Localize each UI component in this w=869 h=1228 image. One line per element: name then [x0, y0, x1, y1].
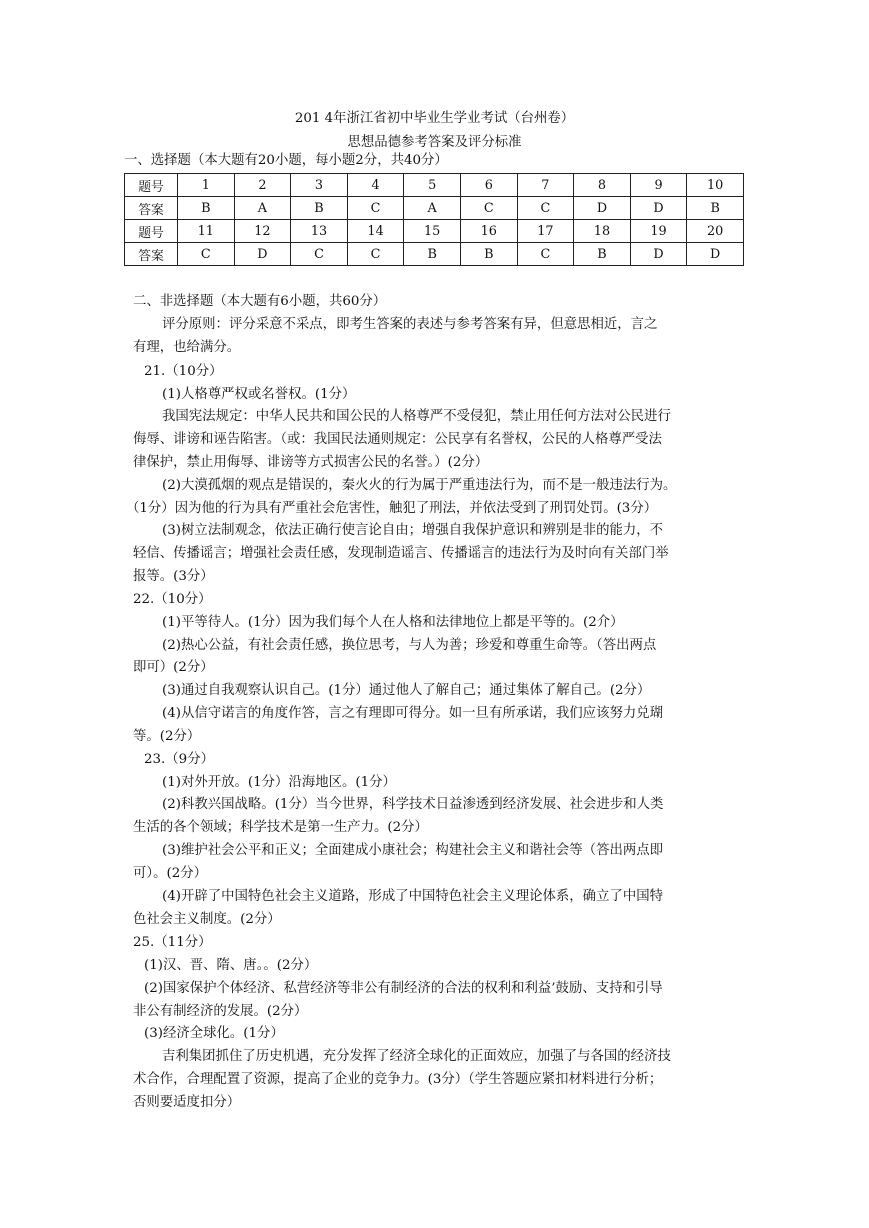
- document-title: 201 4年浙江省初中毕业生学业考试（台州卷）: [294, 111, 575, 126]
- text-line: 色社会主义制度。(2分）: [133, 912, 281, 927]
- text-line: 二、非选择题（本大题有6小题，共60分）: [133, 294, 387, 309]
- table-cell: 20: [687, 220, 744, 243]
- text-line: 我国宪法规定：中华人民共和国公民的人格尊严不受侵犯，禁止用任何方法对公民进行: [162, 409, 671, 424]
- text-line: (3)通过自我观察认识自己。(1分）通过他人了解自己；通过集体了解自己。(2分）: [162, 683, 651, 698]
- table-cell: D: [234, 243, 291, 266]
- table-cell: 12: [234, 220, 291, 243]
- answer-table: [124, 173, 744, 266]
- table-row: [125, 197, 744, 220]
- text-line: 22.（10分）: [133, 592, 212, 607]
- text-line: 有理，也给满分。: [133, 340, 241, 355]
- table-cell: C: [291, 243, 348, 266]
- text-line: 23.（9分）: [144, 752, 214, 767]
- text-line: 律保护，禁止用侮辱、诽谤等方式损害公民的名誉。）(2分）: [133, 455, 489, 470]
- table-cell: B: [574, 243, 631, 266]
- table-cell: D: [630, 197, 687, 220]
- text-line: 评分原则：评分采意不采点，即考生答案的表述与参考答案有异，但意思相近，言之: [162, 317, 658, 332]
- table-cell: 2: [234, 174, 291, 197]
- table-cell: B: [178, 197, 235, 220]
- table-cell: 9: [630, 174, 687, 197]
- table-cell: 3: [291, 174, 348, 197]
- text-line: 25.（11分）: [133, 935, 212, 950]
- text-line: (4)开辟了中国特色社会主义道路，形成了中国特色社会主义理论体系，确立了中国特: [162, 889, 664, 904]
- table-cell: C: [517, 197, 574, 220]
- table-cell: D: [630, 243, 687, 266]
- text-line: 即可）(2分）: [133, 660, 214, 675]
- table-cell: C: [460, 197, 517, 220]
- table-cell: A: [404, 197, 461, 220]
- table-cell: 13: [291, 220, 348, 243]
- table-cell: D: [687, 243, 744, 266]
- table-cell: B: [404, 243, 461, 266]
- text-line: 等。(2分）: [133, 729, 201, 744]
- text-line: 21.（10分）: [144, 364, 223, 379]
- table-row: [125, 174, 744, 197]
- text-line: (3)维护社会公平和正义；全面建成小康社会；构建社会主义和谐社会等（答出两点即: [162, 843, 664, 858]
- text-line: 轻信、传播谣言；增强社会责任感，发现制造谣言、传播谣言的违法行为及时向有关部门举: [133, 546, 669, 561]
- table-cell: B: [291, 197, 348, 220]
- row-label: 题号: [125, 174, 178, 197]
- table-cell: 14: [347, 220, 404, 243]
- table-cell: D: [574, 197, 631, 220]
- table-cell: A: [234, 197, 291, 220]
- table-cell: 7: [517, 174, 574, 197]
- table-cell: 15: [404, 220, 461, 243]
- row-label: 答案: [125, 243, 178, 266]
- table-cell: 11: [178, 220, 235, 243]
- table-row: [125, 243, 744, 266]
- text-line: (1)对外开放。(1分）沿海地区。(1分）: [162, 775, 396, 790]
- text-line: 术合作，合理配置了资源，提高了企业的竞争力。(3分）（学生答题应紧扣材料进行分析；: [133, 1072, 663, 1087]
- text-line: (2)大漠孤烟的观点是错误的，秦火火的行为属于严重违法行为，而不是一般违法行为。: [162, 478, 677, 493]
- text-line: 吉利集团抓住了历史机遇，充分发挥了经济全球化的正面效应，加强了与各国的经济技: [162, 1049, 671, 1064]
- table-cell: C: [347, 197, 404, 220]
- text-line: 可）。(2分）: [133, 866, 207, 881]
- table-cell: B: [460, 243, 517, 266]
- table-cell: 17: [517, 220, 574, 243]
- table-cell: 4: [347, 174, 404, 197]
- table-cell: C: [517, 243, 574, 266]
- text-line: (2)热心公益，有社会责任感，换位思考，与人为善；珍爱和尊重生命等。（答出两点: [162, 638, 657, 653]
- text-line: 否则要适度扣分）: [133, 1095, 241, 1110]
- text-line: (2)科教兴国战略。(1分）当今世界，科学技术日益渗透到经济发展、社会进步和人类: [162, 797, 664, 812]
- text-line: 侮辱、诽谤和诬告陷害。（或：我国民法通则规定：公民享有名誉权，公民的人格尊严受法: [133, 432, 662, 447]
- text-line: 报等。(3分）: [133, 569, 214, 584]
- table-cell: 5: [404, 174, 461, 197]
- row-label: 题号: [125, 220, 178, 243]
- table-cell: C: [347, 243, 404, 266]
- table-cell: 16: [460, 220, 517, 243]
- text-line: (3)经济全球化。(1分）: [144, 1026, 284, 1041]
- text-line: (1)平等待人。(1分）因为我们每个人在人格和法律地位上都是平等的。(2介）: [162, 615, 624, 630]
- text-line: (2)国家保护个体经济、私营经济等非公有制经济的合法的权利和利益’鼓励、支持和引导: [144, 981, 663, 996]
- row-label: 答案: [125, 197, 178, 220]
- table-cell: 1: [178, 174, 235, 197]
- table-cell: B: [687, 197, 744, 220]
- table-cell: 18: [574, 220, 631, 243]
- text-line: （1分）因为他的行为具有严重社会危害性，触犯了刑法，并依法受到了刑罚处罚。(3分）: [126, 501, 658, 516]
- text-line: 非公有制经济的发展。(2分）: [133, 1004, 308, 1019]
- table-cell: 19: [630, 220, 687, 243]
- section1-heading: 一、选择题（本大题有20小题，每小题2分，共40分）: [124, 153, 448, 168]
- table-cell: 8: [574, 174, 631, 197]
- table-cell: 6: [460, 174, 517, 197]
- text-line: (4)从信守诺言的角度作答，言之有理即可得分。如一旦有所承诺，我们应该努力兑瑚: [162, 706, 664, 721]
- document-subtitle: 思想品德参考答案及评分标准: [347, 135, 522, 150]
- table-row: [125, 220, 744, 243]
- table-cell: 10: [687, 174, 744, 197]
- text-line: (1)汉、晋、隋、唐。。(2分）: [144, 958, 318, 973]
- table-cell: C: [178, 243, 235, 266]
- text-line: 生活的各个领域；科学技术是第一生产力。(2分）: [133, 820, 428, 835]
- text-line: (1)人格尊严权或名誉权。(1分）: [162, 387, 356, 402]
- text-line: (3)树立法制观念，依法正确行使言论自由；增强自我保护意识和辨别是非的能力，不: [162, 523, 664, 538]
